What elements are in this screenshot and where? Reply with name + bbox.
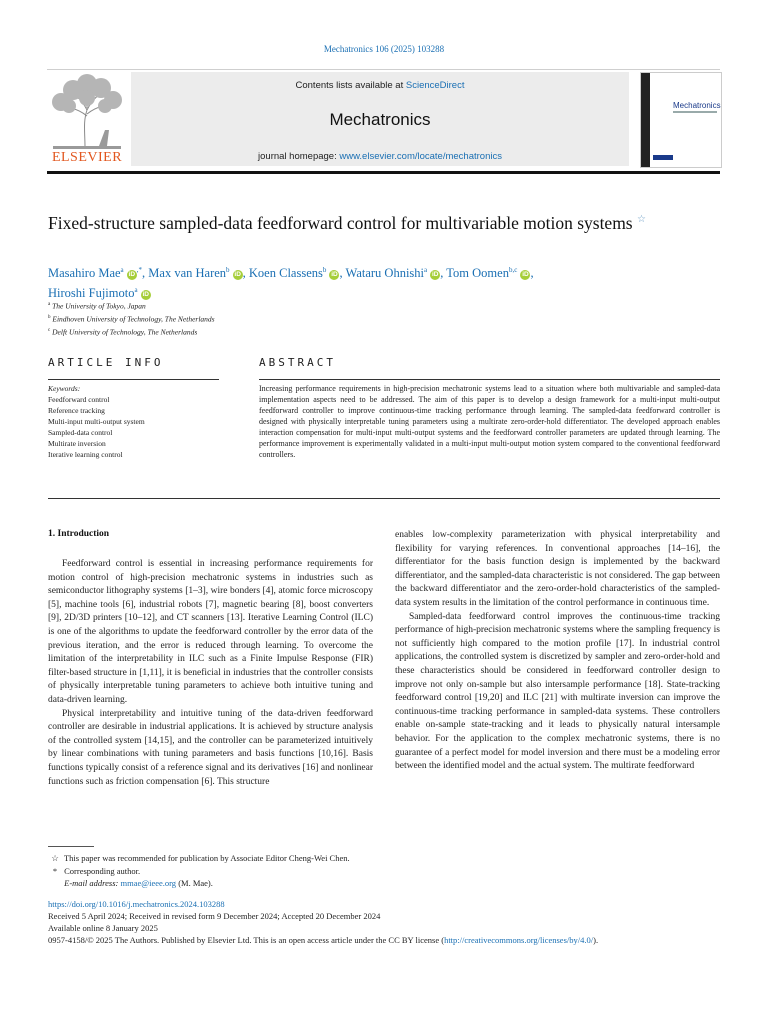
journal-citation[interactable]: Mechatronics 106 (2025) 103288 (323, 44, 445, 54)
cover-title: Mechatronics (673, 101, 721, 110)
author-affil-sup: a (424, 266, 428, 274)
journal-cover-thumbnail[interactable] (640, 72, 722, 168)
abstract-rule (259, 379, 720, 380)
license-link[interactable]: http://creativecommons.org/licenses/by/4.0/ (444, 935, 594, 945)
header-top-rule (47, 69, 720, 70)
affiliation-sup: b (48, 315, 51, 320)
contents-line (131, 80, 629, 91)
author-name[interactable]: Masahiro Mae (48, 266, 121, 281)
abstract-text: Increasing performance requirements in high-precision mechatronic systems lead to a situation where both multivariable and sampled-data implementation aspects need to be addressed. The aim of this paper is to develop a design framework for a multi-input multi-output feedforward controller to improve continuous-time tracking performance through learning. The sampled-data feedforward controller is designed with physically interpretable tuning parameters using a multirate zero-order-hold differentiator. The developed approach enables interaction compensation for multi-input multi-output systems and the feedforward controller parameters are updated through learning. The performance improvement is experimentally validated in a multi-input multi-output motion system compared to the conventional feedforward controllers. (259, 384, 720, 459)
orcid-icon[interactable]: iD (432, 271, 439, 279)
footnote-star-text: This paper was recommended for publication by Associate Editor Cheng-Wei Chen. (63, 853, 350, 863)
homepage-prefix: journal homepage: (258, 151, 340, 162)
author-affil-sup: b,c (508, 266, 518, 274)
body-paragraph: Feedforward control is essential in increasing performance requirements for motion control of high-precision mechatronic systems in industries such as semiconductor lithography systems [1–3], wire bonders [4], atomic force microscopy [5], machine tools [6], industrial robots [7], magnetic bearing [8], boost converters [9], 2D/3D printers [10–12], and CT scanners [13]. Iterative Learning Control (ILC) is one of the algorithms to update the feedforward controller by the error data of the previous iteration, and the error is reduced through learning. To overcome the limitation of the interpretability in ILC such as a Finite Impulse Response (FIR) filter-based structure in [1,11], it is beneficial in industries that the controller consists of physically interpretable tuning parameters to achieve both intuitive tuning and data-driven learning. (48, 559, 373, 705)
publication-info (48, 898, 728, 946)
affiliation-item (48, 312, 215, 325)
orcid-icon[interactable]: iD (331, 271, 338, 279)
affiliation-sup: a (48, 302, 51, 307)
footnote-star (48, 852, 720, 865)
footnote-rule (48, 846, 94, 847)
author-affil-sup: a (120, 266, 124, 274)
email-suffix: (M. Mae). (178, 878, 213, 888)
journal-name: Mechatronics (329, 110, 431, 129)
keyword-item: Multirate inversion (48, 439, 106, 448)
footnote-corresponding (48, 865, 720, 878)
affiliation-text: Eindhoven University of Technology, The Netherlands (52, 314, 215, 324)
body-paragraph: Physical interpretability and intuitive tuning of the data-driven feedforward controller are desirable in industrial applications. It is achieved by structure analysis of the controlled system [14,15], and the controller can be parameterized intuitively by linear combinations with tuning parameters and basis functions [10,16]. Basis functions typically consist of a reference signal and its derivatives [16] and nonlinear functions such as friction compensation [6]. This structure (48, 708, 373, 787)
available-online: Available online 8 January 2025 (48, 923, 158, 933)
elsevier-wordmark: ELSEVIER (51, 150, 123, 165)
elsevier-tree-logo (47, 72, 127, 162)
body-column-left (48, 558, 373, 789)
author-name[interactable]: Koen Classens (248, 266, 323, 281)
affiliation-item (48, 299, 215, 312)
author-list: Masahiro Mae$^a$ iD,*, Max van Haren$^b$ iD , Koen Classens$^b$ iD , Wataru Ohnishi$^a$ iD , Tom Oomen$^{b,c}$ iD , Hiroshi Fujimoto$^a$ iD (48, 266, 534, 301)
contents-prefix: Contents lists available at (295, 80, 406, 91)
license-suffix: ). (593, 935, 599, 945)
article-info-rule (48, 379, 219, 380)
keyword-item: Iterative learning control (48, 450, 123, 459)
email-label: E-mail address: (64, 878, 119, 888)
keyword-item: Feedforward control (48, 395, 110, 404)
author-affil-sup: b (226, 266, 230, 274)
license-line (48, 934, 728, 946)
footnote-star-mark: ☆ (51, 853, 59, 863)
orcid-icon[interactable]: iD (142, 291, 149, 299)
footnote-corresponding-mark: * (52, 865, 58, 876)
received-dates: Received 5 April 2024; Received in revised form 9 December 2024; Accepted 20 December 2024 (48, 911, 381, 921)
header-bottom-rule (47, 171, 720, 174)
doi-link[interactable]: https://doi.org/10.1016/j.mechatronics.2024.103288 (48, 899, 225, 909)
article-title-text: Fixed-structure sampled-data feedforward control for multivariable motion systems (48, 212, 633, 233)
author-name[interactable]: Wataru Ohnishi (345, 266, 425, 281)
title-footnote-star[interactable]: ☆ (637, 214, 646, 225)
abstract-heading: ABSTRACT (259, 356, 336, 369)
article-title (48, 209, 688, 234)
cover-subtitle-bar (673, 111, 717, 113)
author-affil-sup: a (134, 286, 138, 295)
orcid-icon[interactable]: iD (234, 271, 241, 279)
keyword-item: Multi-input multi-output system (48, 417, 145, 426)
affiliation-sup: c (48, 328, 51, 333)
license-prefix: 0957-4158/© 2025 The Authors. Published by Elsevier Ltd. This is an open access article under the CC BY license ( (48, 935, 445, 945)
body-paragraph: enables low-complexity parameterization with physical interpretability and flexibility for varying references. In conventional approaches [14–16], the differentiator for the basis function design is implemented by the backward differentiator, and the sampled-data characteristic is not considered. The gap between the backward differentiator and the zero-order-hold characteristics of the sampled-data system results in the limitation of the control performance in continuous time. (395, 530, 720, 608)
cover-footer-logo (653, 155, 673, 160)
email-link[interactable]: mmae@ieee.org (120, 878, 177, 888)
body-column-right (395, 529, 720, 774)
homepage-line (131, 151, 629, 162)
article-info-heading: ARTICLE INFO (48, 356, 164, 369)
keywords-label: Keywords: (48, 384, 81, 393)
author-affil-sup: b (322, 266, 327, 274)
sciencedirect-link[interactable]: ScienceDirect (405, 80, 465, 91)
author-name[interactable]: Tom Oomen (446, 266, 509, 281)
homepage-link[interactable]: www.elsevier.com/locate/mechatronics (339, 151, 502, 162)
affiliation-item (48, 325, 215, 338)
affiliation-text: The University of Tokyo, Japan (52, 301, 146, 311)
cover-spine (641, 73, 650, 167)
body-paragraph: Sampled-data feedforward control improves the continuous-time tracking performance of high-precision mechatronic systems where the sampling frequency is not sufficiently high compared to the motion profile [17]. In industrial control applications, the controlled system is discretized by sampler and zero-order-hold and these characteristics should be considered in feedforward controller design to improve not only on-sample but also intersample performance [18]. State-tracking feedforward control [19,20] and ILC [21] with multirate inversion can improve the continuous-time tracking performance in sampled-data systems. These controllers enable on-sample state-tracking and it leads to physically natural intersample behavior. For the application to the complex mechatronic systems, there is no guarantee of a perfect model for model inversion and there must be a modeling error between the identified model and the actual system. The multirate feedforward (395, 611, 720, 772)
affiliation-text: Delft University of Technology, The Netherlands (52, 327, 198, 337)
keyword-item: Sampled-data control (48, 428, 113, 437)
section-heading-introduction: 1. Introduction (48, 529, 110, 539)
orcid-icon[interactable]: iD (522, 271, 529, 279)
author-extra-sup: ,* (136, 266, 143, 274)
author-name[interactable]: Hiroshi Fujimoto (48, 286, 135, 301)
orcid-icon[interactable]: iD (128, 271, 136, 279)
keyword-item: Reference tracking (48, 406, 105, 415)
author-name[interactable]: Max van Haren (148, 266, 227, 281)
affiliation-list (48, 299, 215, 338)
abstract-bottom-rule (48, 498, 720, 499)
footnotes (48, 852, 720, 890)
footnote-email (48, 877, 720, 890)
footnote-corresponding-text: Corresponding author. (64, 865, 141, 876)
keywords-block (48, 383, 228, 460)
